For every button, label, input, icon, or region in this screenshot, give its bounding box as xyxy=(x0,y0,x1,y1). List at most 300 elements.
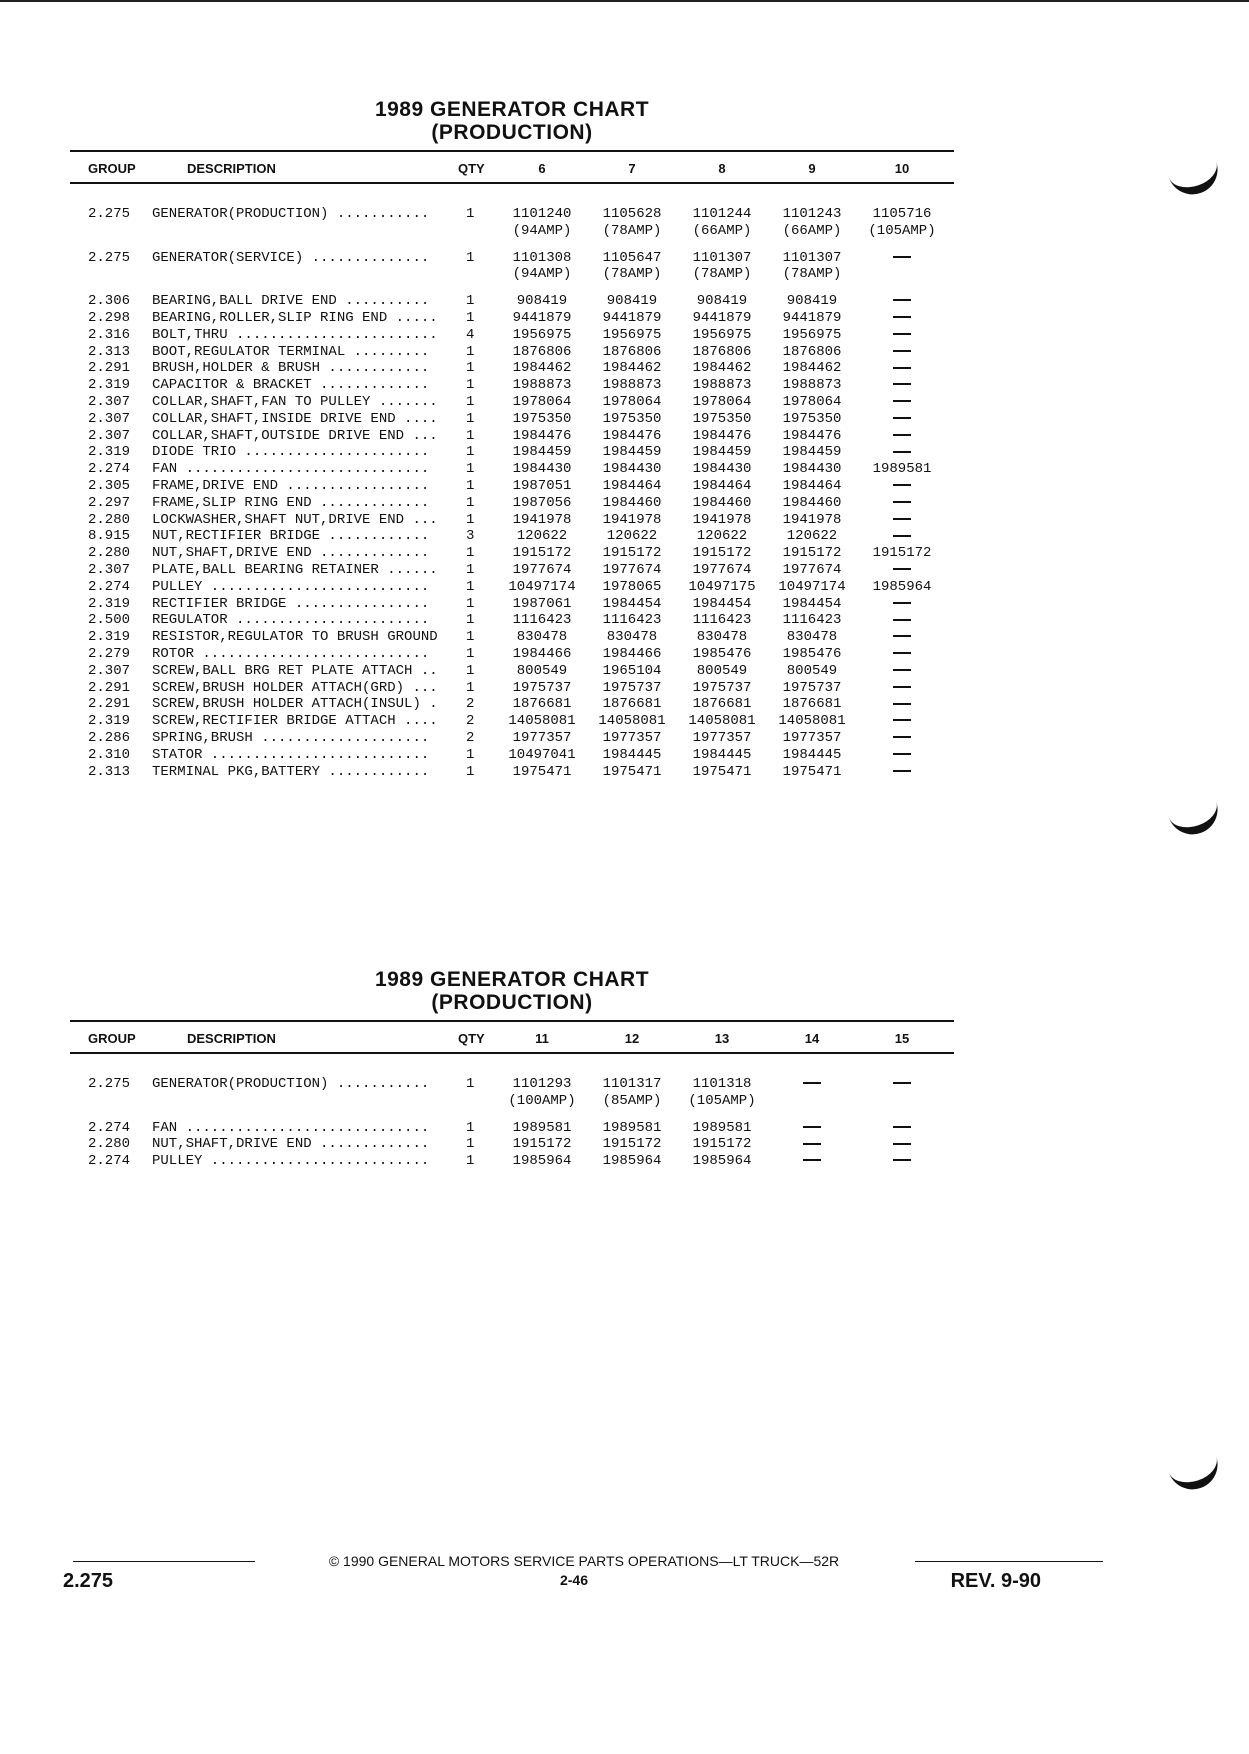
not-applicable-dash xyxy=(862,360,942,377)
part-number: 1988873 xyxy=(692,377,752,394)
part-number: 1941978 xyxy=(602,511,662,528)
part-description: PULLEY .......................... xyxy=(152,578,430,595)
part-number: 1105716 xyxy=(872,206,932,222)
group-number: 2.291 xyxy=(88,679,131,696)
part-number: 9441879 xyxy=(602,309,662,326)
amperage-rating: (78AMP) xyxy=(782,266,842,283)
table-row xyxy=(70,495,954,512)
group-number: 2.316 xyxy=(88,326,131,343)
not-applicable-dash xyxy=(862,444,942,461)
part-number: 800549 xyxy=(516,662,568,679)
header-col-14: 14 xyxy=(804,1031,820,1046)
dash-mark xyxy=(893,686,911,688)
part-description: SCREW,BRUSH HOLDER ATTACH(GRD) ... xyxy=(152,679,438,696)
part-number: 1876806 xyxy=(602,343,662,360)
not-applicable-dash xyxy=(862,612,942,629)
dash-mark xyxy=(893,434,911,436)
quantity: 1 xyxy=(466,494,475,511)
part-number: 1101307 xyxy=(692,249,752,266)
part-number: 1978064 xyxy=(782,393,842,410)
quantity: 1 xyxy=(466,309,475,326)
part-number: 1977674 xyxy=(602,561,662,578)
group-number: 2.306 xyxy=(88,293,131,310)
part-number: 1975471 xyxy=(602,763,662,780)
part-number: 1978064 xyxy=(602,393,662,410)
not-applicable-dash xyxy=(862,696,942,713)
dash-mark xyxy=(803,1126,821,1128)
group-number: 2.275 xyxy=(88,206,131,222)
part-number: 1977357 xyxy=(692,729,752,746)
part-number: 1876681 xyxy=(602,696,662,713)
part-number: 1988873 xyxy=(602,377,662,394)
footer-rule-left xyxy=(73,1561,255,1562)
row-spacer xyxy=(70,240,954,250)
table-row xyxy=(70,596,954,613)
not-applicable-dash xyxy=(862,428,942,445)
amperage-rating: (78AMP) xyxy=(602,266,662,283)
dash-mark xyxy=(893,736,911,738)
not-applicable-dash xyxy=(772,1136,852,1153)
header-col-6: 6 xyxy=(538,161,546,176)
dash-mark xyxy=(893,333,911,335)
group-number: 2.319 xyxy=(88,377,131,394)
table-row xyxy=(70,428,954,445)
part-description: BOLT,THRU ........................ xyxy=(152,326,438,343)
table-row xyxy=(70,1120,954,1137)
part-number: 9441879 xyxy=(512,309,572,326)
part-number: 10497175 xyxy=(688,578,756,595)
header-group: GROUP xyxy=(88,1031,136,1046)
part-number: 14058081 xyxy=(508,713,576,730)
part-number: 1956975 xyxy=(782,326,842,343)
part-number: 1984459 xyxy=(782,444,842,461)
dash-mark xyxy=(893,484,911,486)
part-number: 1984462 xyxy=(692,360,752,377)
part-number: 9441879 xyxy=(782,309,842,326)
part-number: 1915172 xyxy=(602,545,662,562)
chart-title-line1: 1989 GENERATOR CHART xyxy=(374,968,650,991)
table-row xyxy=(70,528,954,545)
table-row xyxy=(70,293,954,310)
part-number: 908419 xyxy=(786,293,838,310)
table-row xyxy=(70,1153,954,1170)
part-description: RECTIFIER BRIDGE ................ xyxy=(152,595,430,612)
footer-revision: REV. 9-90 xyxy=(950,1570,1041,1592)
dash-mark xyxy=(893,256,911,258)
chart-title-line2: (PRODUCTION) xyxy=(431,991,593,1014)
part-number: 1984464 xyxy=(782,477,842,494)
quantity: 1 xyxy=(466,1076,475,1092)
group-number: 2.319 xyxy=(88,595,131,612)
table-row xyxy=(70,562,954,579)
not-applicable-dash xyxy=(862,1136,942,1153)
part-number: 1876681 xyxy=(692,696,752,713)
quantity: 1 xyxy=(466,377,475,394)
table-row xyxy=(70,461,954,478)
table-header-rule xyxy=(70,182,954,184)
quantity: 4 xyxy=(466,326,475,343)
group-number: 2.274 xyxy=(88,1153,131,1170)
part-number: 1116423 xyxy=(602,612,662,629)
part-number: 1978064 xyxy=(512,393,572,410)
group-number: 2.319 xyxy=(88,629,131,646)
header-col-8: 8 xyxy=(718,161,726,176)
part-number: 120622 xyxy=(786,528,838,545)
group-number: 2.286 xyxy=(88,729,131,746)
not-applicable-dash xyxy=(862,629,942,646)
group-number: 2.275 xyxy=(88,1076,131,1092)
group-number: 8.915 xyxy=(88,528,131,545)
table-body xyxy=(70,1076,954,1170)
part-number: 1941978 xyxy=(782,511,842,528)
part-number: 1985964 xyxy=(872,578,932,595)
group-number: 2.307 xyxy=(88,662,131,679)
part-number: 1101244 xyxy=(692,206,752,222)
not-applicable-dash xyxy=(862,512,942,529)
part-number: 1984445 xyxy=(692,746,752,763)
dash-mark xyxy=(893,367,911,369)
part-number: 1915172 xyxy=(692,545,752,562)
part-number: 1977357 xyxy=(782,729,842,746)
amperage-rating: (85AMP) xyxy=(602,1092,662,1109)
page-top-rule xyxy=(0,0,1249,2)
quantity: 3 xyxy=(466,528,475,545)
table-row xyxy=(70,377,954,394)
quantity: 1 xyxy=(466,249,475,266)
group-number: 2.280 xyxy=(88,1136,131,1153)
table-row xyxy=(70,1136,954,1153)
footer-copyright: © 1990 GENERAL MOTORS SERVICE PARTS OPERATIONS—LT TRUCK—52R xyxy=(328,1553,840,1569)
part-number: 1116423 xyxy=(512,612,572,629)
not-applicable-dash xyxy=(862,394,942,411)
generator-chart-2 xyxy=(70,968,954,1170)
table-row xyxy=(70,696,954,713)
part-number: 14058081 xyxy=(778,713,846,730)
table-row xyxy=(70,360,954,377)
dash-mark xyxy=(803,1082,821,1084)
part-number: 1956975 xyxy=(512,326,572,343)
quantity: 1 xyxy=(466,1153,475,1170)
dash-mark xyxy=(893,350,911,352)
part-number: 1977674 xyxy=(782,561,842,578)
part-number: 1984466 xyxy=(512,645,572,662)
table-row xyxy=(70,646,954,663)
not-applicable-dash xyxy=(862,680,942,697)
quantity: 1 xyxy=(466,1119,475,1136)
part-number: 1876806 xyxy=(692,343,752,360)
not-applicable-dash xyxy=(862,495,942,512)
table-row xyxy=(70,612,954,629)
part-description: COLLAR,SHAFT,OUTSIDE DRIVE END ... xyxy=(152,427,438,444)
part-number: 1984462 xyxy=(782,360,842,377)
part-number: 1915172 xyxy=(872,545,932,562)
part-number: 1977357 xyxy=(602,729,662,746)
group-number: 2.307 xyxy=(88,561,131,578)
part-number: 10497041 xyxy=(508,746,576,763)
header-group: GROUP xyxy=(88,161,136,176)
part-description: SCREW,BRUSH HOLDER ATTACH(INSUL) . xyxy=(152,696,438,713)
part-number: 1985964 xyxy=(602,1153,662,1170)
part-number: 1984430 xyxy=(602,461,662,478)
part-number: 1984430 xyxy=(512,461,572,478)
part-number: 1984462 xyxy=(512,360,572,377)
part-description: PLATE,BALL BEARING RETAINER ...... xyxy=(152,561,438,578)
part-number: 10497174 xyxy=(778,578,846,595)
part-number: 120622 xyxy=(606,528,658,545)
binder-tab-mark xyxy=(1166,1448,1224,1496)
group-number: 2.305 xyxy=(88,477,131,494)
quantity: 1 xyxy=(466,612,475,629)
part-number: 1101308 xyxy=(512,249,572,266)
quantity: 1 xyxy=(466,477,475,494)
dash-mark xyxy=(893,400,911,402)
part-number: 1915172 xyxy=(512,545,572,562)
binder-tab-mark xyxy=(1166,793,1224,841)
part-number: 1984460 xyxy=(602,494,662,511)
table-body xyxy=(70,206,954,780)
not-applicable-dash xyxy=(862,663,942,680)
part-number: 1984459 xyxy=(512,444,572,461)
quantity: 1 xyxy=(466,662,475,679)
part-description: FAN ............................. xyxy=(152,461,430,478)
part-number: 1915172 xyxy=(782,545,842,562)
part-number: 1941978 xyxy=(512,511,572,528)
part-number: 10497174 xyxy=(508,578,576,595)
part-number: 120622 xyxy=(516,528,568,545)
part-description: SCREW,RECTIFIER BRIDGE ATTACH .... xyxy=(152,713,438,730)
footer-page-number: 2-46 xyxy=(559,1572,589,1588)
part-number: 800549 xyxy=(786,662,838,679)
quantity: 1 xyxy=(466,427,475,444)
dash-mark xyxy=(893,669,911,671)
part-description: GENERATOR(PRODUCTION) ........... xyxy=(152,206,430,222)
not-applicable-dash xyxy=(862,1076,942,1093)
part-number: 1978064 xyxy=(692,393,752,410)
dash-mark xyxy=(803,1143,821,1145)
part-description: BEARING,ROLLER,SLIP RING END ..... xyxy=(152,309,438,326)
header-qty: QTY xyxy=(458,1031,485,1046)
group-number: 2.319 xyxy=(88,713,131,730)
group-number: 2.313 xyxy=(88,763,131,780)
part-number: 830478 xyxy=(516,629,568,646)
part-number: 1876681 xyxy=(782,696,842,713)
chart-title xyxy=(70,98,954,144)
dash-mark xyxy=(893,602,911,604)
quantity: 1 xyxy=(466,343,475,360)
quantity: 1 xyxy=(466,444,475,461)
header-qty: QTY xyxy=(458,161,485,176)
quantity: 1 xyxy=(466,461,475,478)
quantity: 1 xyxy=(466,545,475,562)
part-description: BEARING,BALL DRIVE END .......... xyxy=(152,293,430,310)
table-row xyxy=(70,680,954,697)
part-number: 1101317 xyxy=(602,1076,662,1092)
part-number: 1985476 xyxy=(782,645,842,662)
group-number: 2.310 xyxy=(88,746,131,763)
part-number: 1915172 xyxy=(512,1136,572,1153)
part-number: 1987051 xyxy=(512,477,572,494)
amperage-rating: (105AMP) xyxy=(688,1092,756,1109)
part-number: 1105628 xyxy=(602,206,662,222)
part-number: 1984476 xyxy=(602,427,662,444)
table-header-rule xyxy=(70,1052,954,1054)
part-number: 830478 xyxy=(786,629,838,646)
table-row xyxy=(70,394,954,411)
quantity: 1 xyxy=(466,629,475,646)
dash-mark xyxy=(893,703,911,705)
part-description: COLLAR,SHAFT,INSIDE DRIVE END .... xyxy=(152,410,438,427)
not-applicable-dash xyxy=(862,478,942,495)
binder-tab-mark xyxy=(1166,153,1224,201)
dash-mark xyxy=(893,518,911,520)
part-number: 14058081 xyxy=(598,713,666,730)
part-number: 1985476 xyxy=(692,645,752,662)
part-description: ROTOR ........................... xyxy=(152,645,430,662)
group-number: 2.307 xyxy=(88,410,131,427)
header-col-7: 7 xyxy=(628,161,636,176)
part-description: STATOR .......................... xyxy=(152,746,430,763)
table-row xyxy=(70,1076,954,1110)
quantity: 1 xyxy=(466,595,475,612)
part-number: 1956975 xyxy=(692,326,752,343)
part-description: RESISTOR,REGULATOR TO BRUSH GROUND xyxy=(152,629,438,646)
group-number: 2.291 xyxy=(88,360,131,377)
header-col-11: 11 xyxy=(535,1031,549,1046)
quantity: 1 xyxy=(466,360,475,377)
part-number: 1984476 xyxy=(782,427,842,444)
part-number: 1977674 xyxy=(692,561,752,578)
footer-group-ref: 2.275 xyxy=(63,1570,114,1592)
quantity: 2 xyxy=(466,729,475,746)
dash-mark xyxy=(893,635,911,637)
part-description: FAN ............................. xyxy=(152,1119,430,1136)
chart-title-line2: (PRODUCTION) xyxy=(431,121,593,144)
part-description: SPRING,BRUSH .................... xyxy=(152,729,430,746)
part-number: 1984460 xyxy=(782,494,842,511)
part-number: 1984454 xyxy=(782,595,842,612)
table-row xyxy=(70,444,954,461)
table-row xyxy=(70,512,954,529)
dash-mark xyxy=(893,1082,911,1084)
part-number: 1984430 xyxy=(692,461,752,478)
part-number: 1989581 xyxy=(512,1119,572,1136)
part-number: 1977357 xyxy=(512,729,572,746)
not-applicable-dash xyxy=(862,377,942,394)
amperage-rating: (66AMP) xyxy=(692,222,752,239)
part-number: 1984460 xyxy=(692,494,752,511)
part-number: 1984464 xyxy=(692,477,752,494)
part-number: 1984454 xyxy=(602,595,662,612)
group-number: 2.274 xyxy=(88,578,131,595)
dash-mark xyxy=(893,1126,911,1128)
part-number: 9441879 xyxy=(692,309,752,326)
not-applicable-dash xyxy=(862,528,942,545)
part-number: 1101240 xyxy=(512,206,572,222)
quantity: 1 xyxy=(466,763,475,780)
dash-mark xyxy=(893,299,911,301)
part-number: 1984445 xyxy=(602,746,662,763)
part-number: 1977674 xyxy=(512,561,572,578)
not-applicable-dash xyxy=(862,646,942,663)
part-number: 1984476 xyxy=(692,427,752,444)
part-number: 120622 xyxy=(696,528,748,545)
amperage-rating: (100AMP) xyxy=(508,1092,576,1109)
group-number: 2.500 xyxy=(88,612,131,629)
part-number: 1985964 xyxy=(692,1153,752,1170)
not-applicable-dash xyxy=(862,1120,942,1137)
part-number: 1101293 xyxy=(512,1076,572,1092)
part-description: COLLAR,SHAFT,FAN TO PULLEY ....... xyxy=(152,393,438,410)
part-description: FRAME,DRIVE END ................. xyxy=(152,477,430,494)
header-col-10: 10 xyxy=(894,161,910,176)
quantity: 1 xyxy=(466,1136,475,1153)
part-number: 1876681 xyxy=(512,696,572,713)
part-description: GENERATOR(SERVICE) .............. xyxy=(152,249,430,266)
table-row xyxy=(70,206,954,240)
quantity: 1 xyxy=(466,746,475,763)
part-number: 1984445 xyxy=(782,746,842,763)
part-number: 1987061 xyxy=(512,595,572,612)
part-description: PULLEY .......................... xyxy=(152,1153,430,1170)
not-applicable-dash xyxy=(772,1076,852,1093)
part-description: CAPACITOR & BRACKET ............. xyxy=(152,377,430,394)
chart-title-line1: 1989 GENERATOR CHART xyxy=(374,98,650,121)
dash-mark xyxy=(893,1143,911,1145)
part-description: GENERATOR(PRODUCTION) ........... xyxy=(152,1076,430,1092)
table-row xyxy=(70,310,954,327)
amperage-rating: (66AMP) xyxy=(782,222,842,239)
part-number: 1989581 xyxy=(692,1119,752,1136)
row-spacer xyxy=(70,283,954,293)
part-number: 1975350 xyxy=(692,410,752,427)
part-description: BOOT,REGULATOR TERMINAL ......... xyxy=(152,343,430,360)
part-number: 1975737 xyxy=(512,679,572,696)
part-number: 1985964 xyxy=(512,1153,572,1170)
quantity: 1 xyxy=(466,679,475,696)
table-header xyxy=(70,1022,954,1052)
dash-mark xyxy=(893,619,911,621)
table-row xyxy=(70,545,954,562)
quantity: 1 xyxy=(466,293,475,310)
page-footer xyxy=(63,1553,1041,1603)
part-number: 1989581 xyxy=(602,1119,662,1136)
not-applicable-dash xyxy=(862,747,942,764)
not-applicable-dash xyxy=(862,1153,942,1170)
not-applicable-dash xyxy=(862,327,942,344)
group-number: 2.297 xyxy=(88,494,131,511)
table-row xyxy=(70,478,954,495)
dash-mark xyxy=(893,753,911,755)
part-number: 1984459 xyxy=(602,444,662,461)
not-applicable-dash xyxy=(862,250,942,267)
not-applicable-dash xyxy=(862,596,942,613)
part-number: 1965104 xyxy=(602,662,662,679)
amperage-rating: (94AMP) xyxy=(512,266,572,283)
not-applicable-dash xyxy=(862,344,942,361)
part-description: FRAME,SLIP RING END ............. xyxy=(152,494,430,511)
part-number: 908419 xyxy=(606,293,658,310)
part-number: 1987056 xyxy=(512,494,572,511)
group-number: 2.274 xyxy=(88,1119,131,1136)
group-number: 2.280 xyxy=(88,545,131,562)
not-applicable-dash xyxy=(862,411,942,428)
part-number: 1984462 xyxy=(602,360,662,377)
group-number: 2.307 xyxy=(88,427,131,444)
quantity: 1 xyxy=(466,511,475,528)
table-row xyxy=(70,411,954,428)
table-row xyxy=(70,344,954,361)
part-number: 1956975 xyxy=(602,326,662,343)
